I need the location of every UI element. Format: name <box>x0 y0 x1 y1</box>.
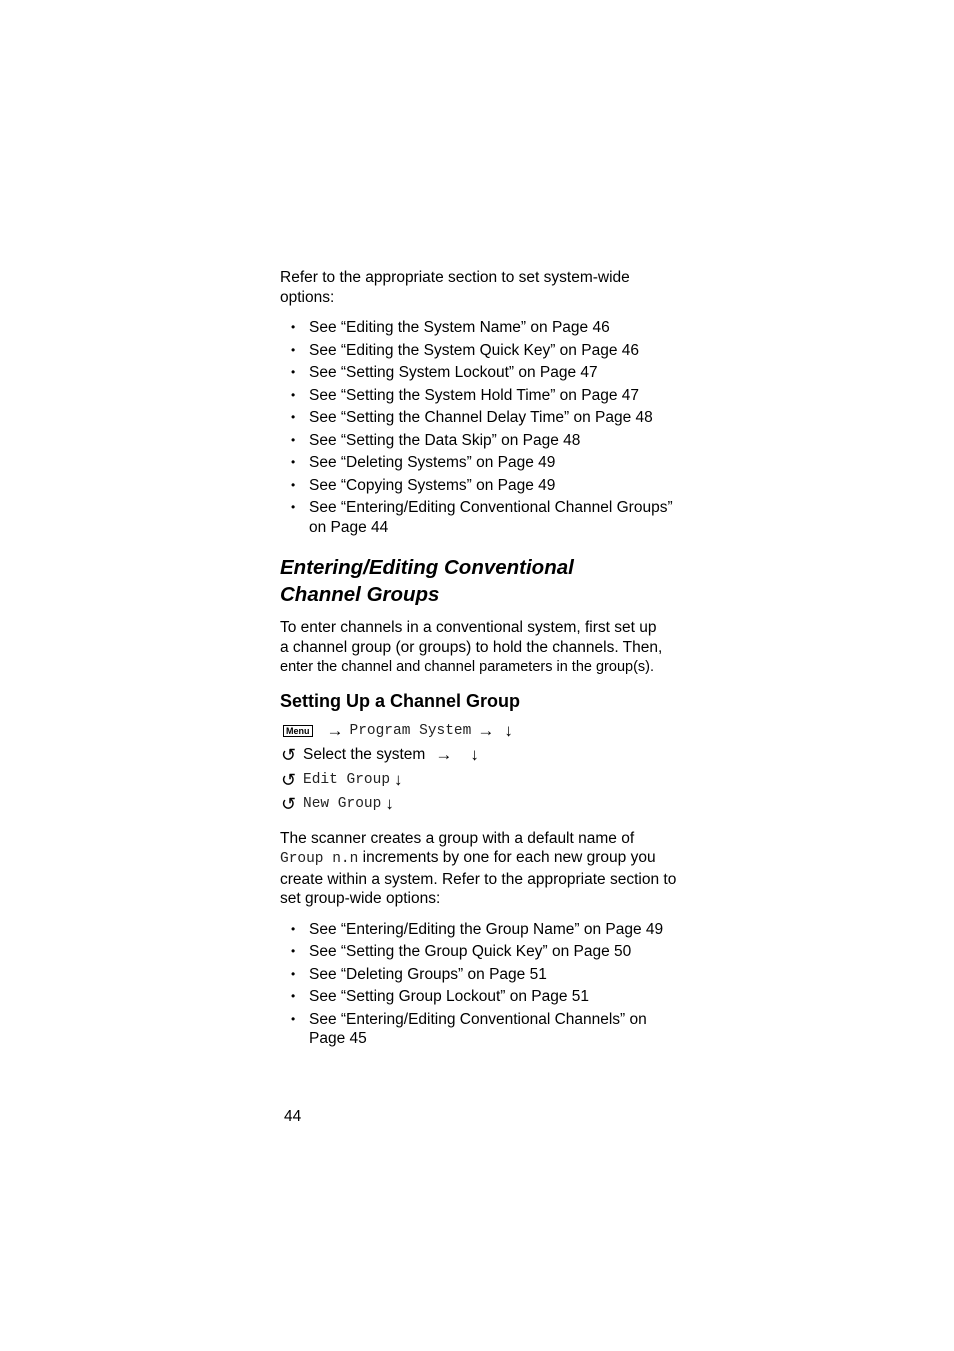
program-system-label: Program System <box>349 722 472 739</box>
page-number: 44 <box>284 1108 302 1125</box>
down-arrow-icon: ↓ <box>385 794 394 814</box>
list-item: • See “Setting the Data Skip” on Page 48 <box>280 431 680 451</box>
list-item: • See “Setting the System Hold Time” on Page 47 <box>280 386 680 406</box>
list-item: • See “Entering/Editing Conventional Channel Groups” on Page 44 <box>280 498 680 537</box>
list-item: • See “Editing the System Name” on Page 46 <box>280 318 680 338</box>
new-group-label: New Group <box>303 796 382 813</box>
step-select-system <box>280 743 680 768</box>
section-para-line3: enter the channel and channel parameters in the group(s). <box>280 659 655 675</box>
down-arrow-icon: ↓ <box>470 745 479 765</box>
rotate-icon: ↺ <box>281 745 297 766</box>
down-arrow-icon: ↓ <box>394 769 403 789</box>
page-content <box>280 268 680 1052</box>
list-item: • See “Setting Group Lockout” on Page 51 <box>280 987 680 1007</box>
section-heading-line2: Channel Groups <box>280 583 440 606</box>
list-item: • See “Copying Systems” on Page 49 <box>280 476 680 496</box>
group-paragraph <box>280 829 680 909</box>
step-new-group <box>280 792 680 817</box>
list-item: • See “Deleting Groups” on Page 51 <box>280 965 680 985</box>
group-name-code: Group n.n <box>280 851 359 867</box>
edit-group-label: Edit Group <box>303 771 391 788</box>
list-item: • See “Entering/Editing Conventional Channels” on Page 45 <box>280 1010 680 1049</box>
list-item: • See “Setting the Channel Delay Time” on Page 48 <box>280 408 680 428</box>
group-para-part2: increments by one for each new group you create within a system. Refer to the appropriate section to set group-wide options: <box>280 849 677 907</box>
rotate-icon: ↺ <box>281 769 297 790</box>
list-item: • See “Editing the System Quick Key” on Page 46 <box>280 341 680 361</box>
subheading: Setting Up a Channel Group <box>280 690 521 711</box>
intro-paragraph: Refer to the appropriate section to set system-wide options: <box>280 269 630 306</box>
right-arrow-icon: → <box>477 720 495 740</box>
section-paragraph <box>280 618 680 678</box>
right-arrow-icon: → <box>435 745 453 765</box>
group-options-list <box>280 920 680 1049</box>
system-options-list <box>280 318 680 537</box>
list-item: • See “Setting the Group Quick Key” on Page 50 <box>280 942 680 962</box>
section-para-line2: a channel group (or groups) to hold the channels. Then, <box>280 638 663 656</box>
step-edit-group <box>280 768 680 793</box>
select-system-label: Select the system <box>303 746 426 764</box>
group-para-part1: The scanner creates a group with a default name of <box>280 829 635 847</box>
section-heading <box>280 554 680 608</box>
menu-key-icon: Menu <box>283 725 313 737</box>
down-arrow-icon: ↓ <box>504 720 513 740</box>
section-para-line1: To enter channels in a conventional system, first set up <box>280 619 657 636</box>
list-item: • See “Setting System Lockout” on Page 47 <box>280 363 680 383</box>
right-arrow-icon: → <box>326 720 344 740</box>
section-heading-line1: Entering/Editing Conventional <box>280 556 574 579</box>
list-item: • See “Deleting Systems” on Page 49 <box>280 453 680 473</box>
rotate-icon: ↺ <box>281 794 297 815</box>
list-item: • See “Entering/Editing the Group Name” on Page 49 <box>280 920 680 940</box>
step-program-system <box>280 719 680 744</box>
key-sequence <box>280 719 680 817</box>
